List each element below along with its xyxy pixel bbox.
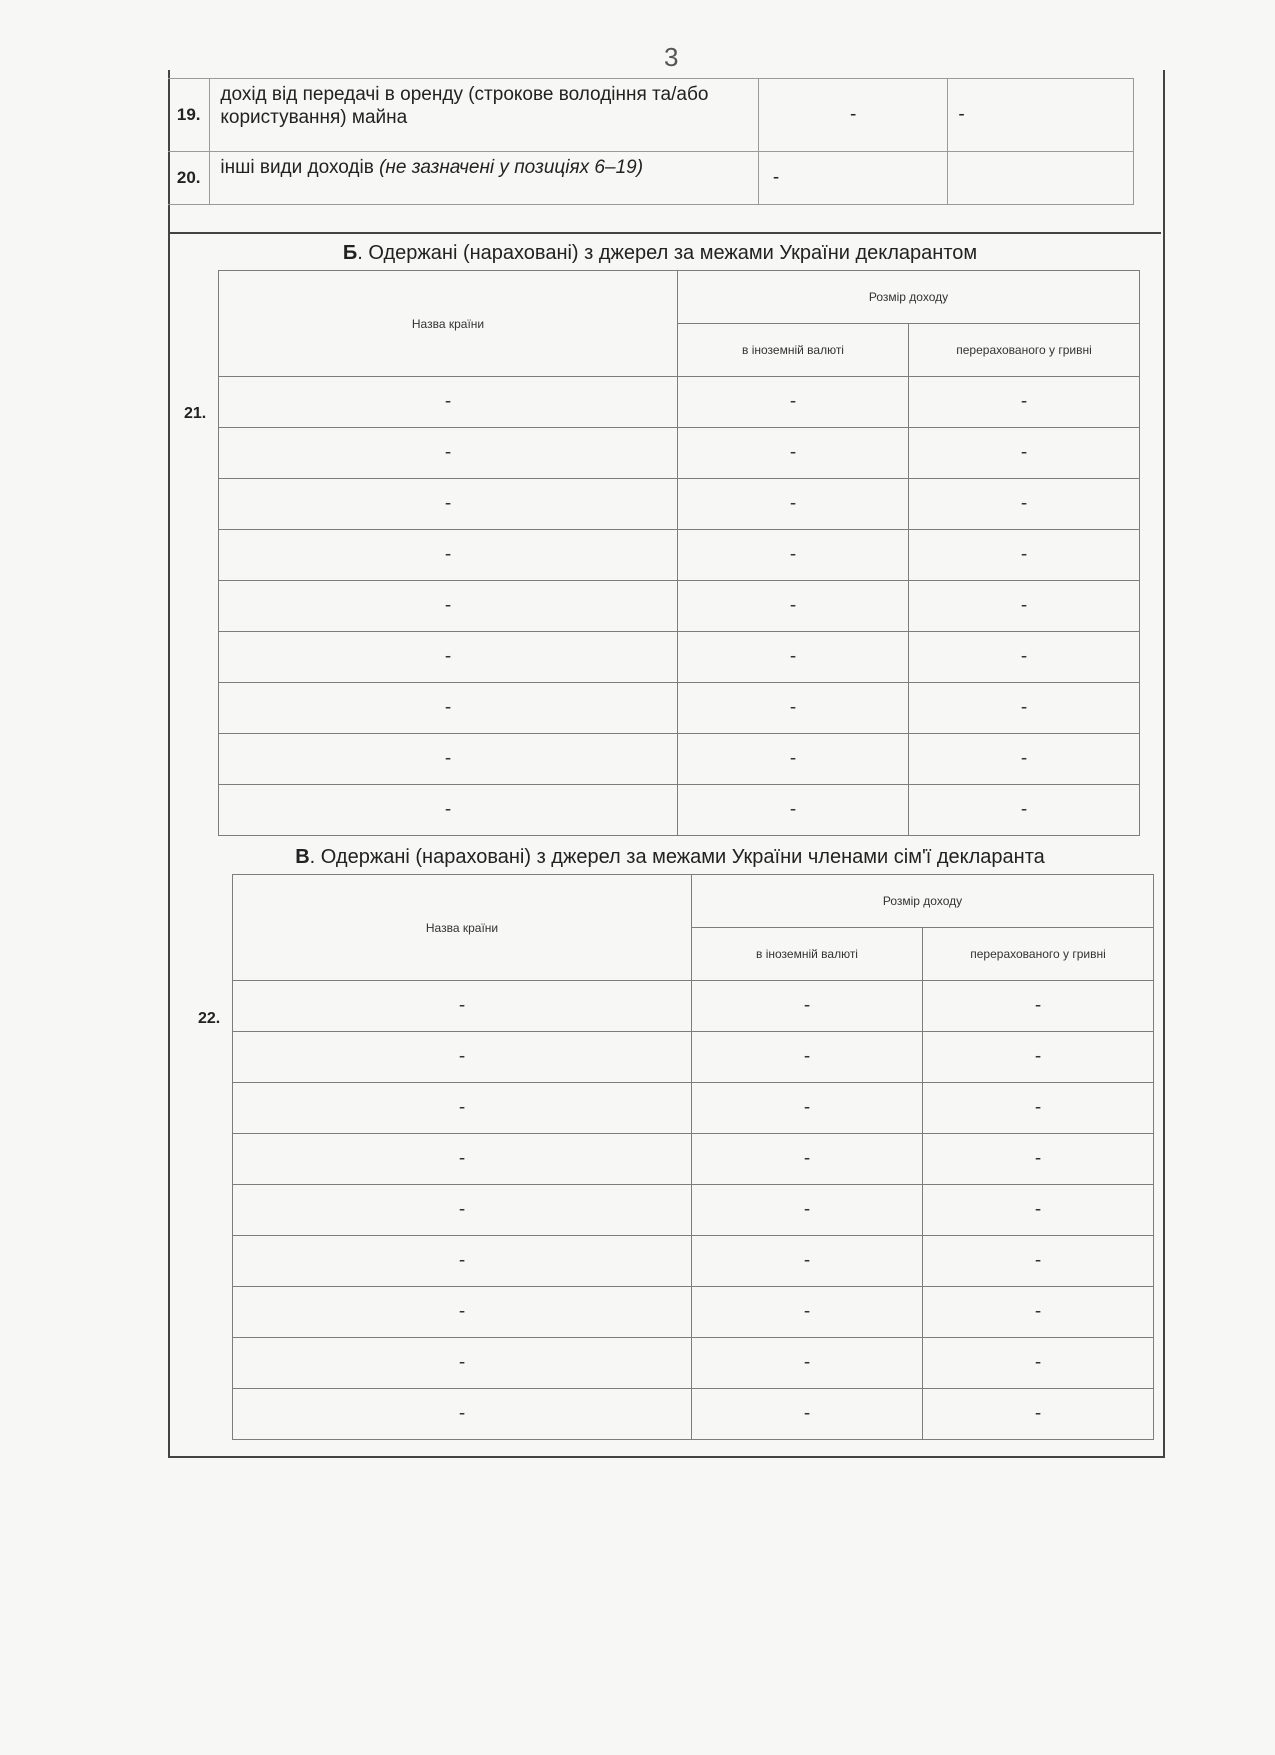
foreign-currency-header: в іноземній валюті (678, 324, 909, 377)
page-number: 3 (664, 42, 679, 72)
row-number: 19. (168, 79, 210, 152)
section-divider (168, 232, 1161, 234)
converted-uah-cell: - (923, 1134, 1154, 1185)
country-cell: - (233, 1185, 692, 1236)
converted-uah-cell: - (923, 1338, 1154, 1389)
table-row (219, 632, 1140, 683)
converted-uah-cell: - (909, 785, 1140, 836)
foreign-currency-cell: - (678, 581, 909, 632)
country-cell: - (233, 1338, 692, 1389)
table-row (219, 479, 1140, 530)
foreign-currency-cell: - (692, 1185, 923, 1236)
country-cell: - (219, 734, 678, 785)
country-cell: - (233, 1287, 692, 1338)
foreign-currency-cell: - (678, 530, 909, 581)
table-row (233, 1083, 1154, 1134)
table-row (219, 530, 1140, 581)
converted-uah-cell: - (909, 479, 1140, 530)
country-cell: - (219, 530, 678, 581)
foreign-currency-cell: - (678, 785, 909, 836)
foreign-currency-cell: - (678, 377, 909, 428)
row-number: 20. (168, 152, 210, 205)
section-v-title: В. Одержані (нараховані) з джерел за межами України членами сім'ї декларанта (295, 846, 1045, 868)
table-row (219, 581, 1140, 632)
row-description: дохід від передачі в оренду (строкове володіння та/або користування) майна (210, 79, 759, 152)
table-row (219, 428, 1140, 479)
converted-uah-cell: - (923, 1236, 1154, 1287)
country-cell: - (233, 1083, 692, 1134)
foreign-currency-cell: - (678, 479, 909, 530)
foreign-currency-header: в іноземній валюті (692, 928, 923, 981)
foreign-currency-cell: - (692, 1338, 923, 1389)
country-cell: - (233, 1134, 692, 1185)
converted-uah-header: перерахованого у гривні (909, 324, 1140, 377)
country-cell: - (219, 581, 678, 632)
table-row (233, 981, 1154, 1032)
section-b-row-number: 21. (184, 405, 207, 422)
converted-uah-cell: - (909, 377, 1140, 428)
country-cell: - (219, 632, 678, 683)
row-value: - (758, 79, 948, 152)
country-cell: - (233, 1236, 692, 1287)
table-row (233, 1389, 1154, 1440)
foreign-currency-cell: - (692, 1236, 923, 1287)
country-cell: - (233, 981, 692, 1032)
foreign-currency-cell: - (678, 734, 909, 785)
converted-uah-cell: - (923, 1185, 1154, 1236)
section-v-table (232, 874, 1154, 1440)
table-row (219, 734, 1140, 785)
table-row (233, 1287, 1154, 1338)
foreign-currency-cell: - (678, 683, 909, 734)
section-b-table (218, 270, 1140, 836)
converted-uah-cell: - (909, 581, 1140, 632)
converted-uah-cell: - (909, 734, 1140, 785)
converted-uah-cell: - (923, 981, 1154, 1032)
row-value: - (758, 152, 948, 205)
country-header: Назва країни (233, 875, 692, 981)
table-row (233, 1236, 1154, 1287)
row-description-note: (не зазначені у позиціях 6–19) (379, 157, 644, 178)
table-row (233, 1338, 1154, 1389)
row-value (948, 152, 1134, 205)
foreign-currency-cell: - (678, 428, 909, 479)
country-cell: - (219, 479, 678, 530)
income-size-header: Розмір доходу (692, 875, 1154, 928)
table-row (219, 683, 1140, 734)
table-row (168, 152, 1134, 205)
row-value: - (948, 79, 1134, 152)
converted-uah-cell: - (923, 1083, 1154, 1134)
converted-uah-header: перерахованого у гривні (923, 928, 1154, 981)
foreign-currency-cell: - (678, 632, 909, 683)
foreign-currency-cell: - (692, 1389, 923, 1440)
income-items-table (168, 78, 1134, 205)
foreign-currency-cell: - (692, 981, 923, 1032)
table-row (219, 785, 1140, 836)
country-header: Назва країни (219, 271, 678, 377)
converted-uah-cell: - (923, 1287, 1154, 1338)
converted-uah-cell: - (909, 530, 1140, 581)
country-cell: - (219, 785, 678, 836)
country-cell: - (219, 428, 678, 479)
table-row (233, 1032, 1154, 1083)
foreign-currency-cell: - (692, 1134, 923, 1185)
row-description: інші види доходів (не зазначені у позиціях 6–19) (210, 152, 759, 205)
income-size-header: Розмір доходу (678, 271, 1140, 324)
table-row (233, 1185, 1154, 1236)
converted-uah-cell: - (909, 428, 1140, 479)
country-cell: - (233, 1032, 692, 1083)
converted-uah-cell: - (909, 632, 1140, 683)
converted-uah-cell: - (923, 1389, 1154, 1440)
foreign-currency-cell: - (692, 1032, 923, 1083)
converted-uah-cell: - (923, 1032, 1154, 1083)
section-b-title: Б. Одержані (нараховані) з джерел за межами України декларантом (342, 242, 978, 264)
table-row (233, 1134, 1154, 1185)
country-cell: - (233, 1389, 692, 1440)
country-cell: - (219, 683, 678, 734)
table-row (219, 377, 1140, 428)
foreign-currency-cell: - (692, 1287, 923, 1338)
country-cell: - (219, 377, 678, 428)
table-row (168, 79, 1134, 152)
foreign-currency-cell: - (692, 1083, 923, 1134)
converted-uah-cell: - (909, 683, 1140, 734)
section-v-row-number: 22. (198, 1010, 221, 1027)
